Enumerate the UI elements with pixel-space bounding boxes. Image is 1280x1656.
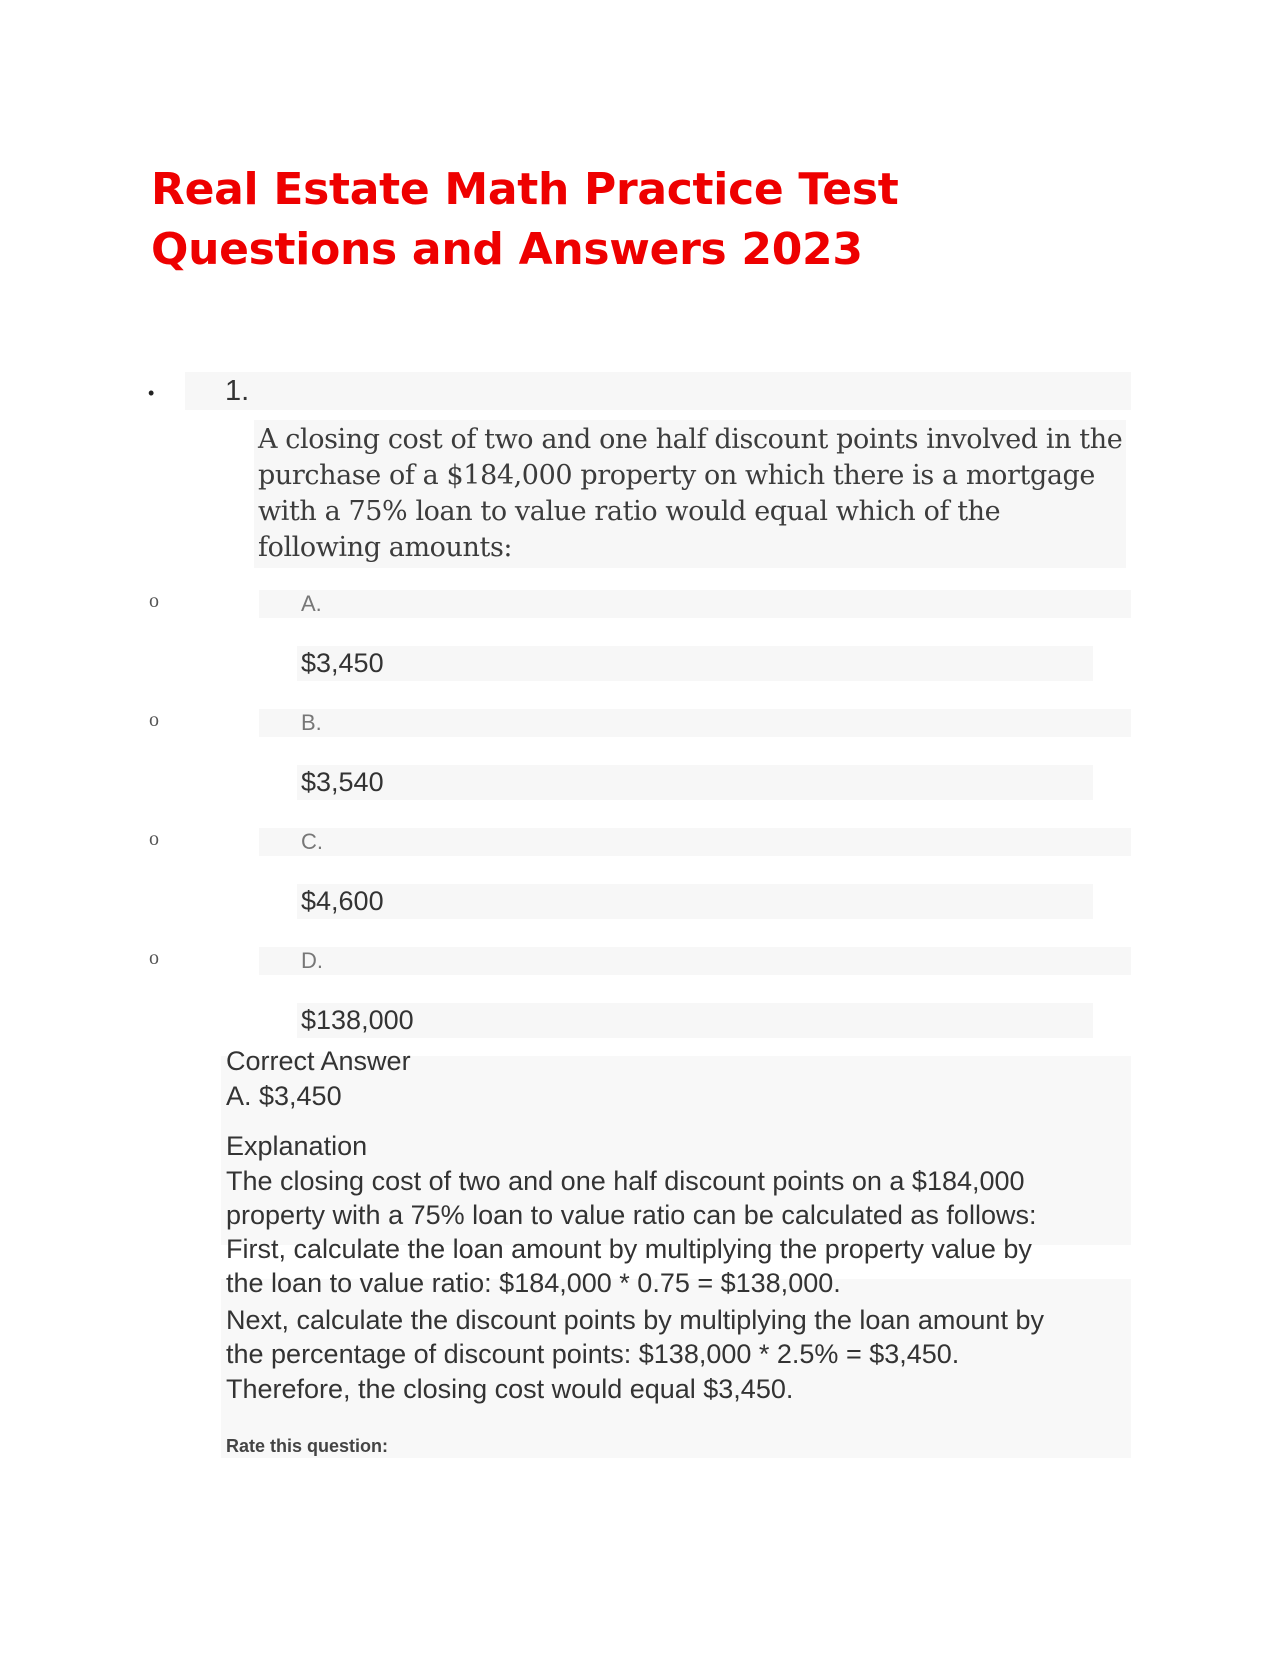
question-text: A closing cost of two and one half discount points involved in the purchase of a $184,000 property on which there is a mortgage with a 75% loan to value ratio would equal which of the following amounts: [254,420,1126,568]
option-a-value: $3,450 [301,648,384,678]
rate-question-label: Rate this question: [226,1436,389,1456]
option-a-letter: A. [301,591,322,616]
explanation-line: the loan to value ratio: $184,000 * 0.75 = $138,000. [226,1268,841,1298]
option-marker: o [149,828,159,850]
explanation-line: The closing cost of two and one half discount points on a $184,000 [226,1166,1025,1196]
page-title-line-2: Questions and Answers 2023 [151,224,863,275]
correct-answer-value: A. $3,450 [226,1081,342,1111]
question-number: 1. [225,375,250,407]
explanation-line: Next, calculate the discount points by multiplying the loan amount by [226,1305,1044,1335]
explanation-line: the percentage of discount points: $138,000 * 2.5% = $3,450. [226,1339,960,1369]
question-number-row [185,372,1131,410]
page-title-line-1: Real Estate Math Practice Test [151,164,899,215]
option-marker: o [149,947,159,969]
option-d-letter: D. [301,948,323,973]
explanation-heading: Explanation [226,1131,368,1161]
option-b-letter: B. [301,710,322,735]
option-b-value-row[interactable] [297,765,1093,800]
option-d-value-row[interactable] [297,1003,1093,1038]
option-c-letter: C. [301,829,323,854]
option-b[interactable] [259,709,1131,737]
option-marker: o [149,709,159,731]
option-marker: o [149,590,159,612]
option-a[interactable] [259,590,1131,618]
correct-answer-heading: Correct Answer [226,1046,411,1076]
explanation-line: property with a 75% loan to value ratio can be calculated as follows: [226,1200,1037,1230]
list-bullet: • [148,383,155,403]
page-title [151,160,911,280]
option-a-value-row[interactable] [297,646,1093,681]
option-c-value: $4,600 [301,886,384,916]
option-d-value: $138,000 [301,1005,414,1035]
option-c[interactable] [259,828,1131,856]
option-b-value: $3,540 [301,767,384,797]
option-c-value-row[interactable] [297,884,1093,919]
explanation-line: Therefore, the closing cost would equal $3,450. [226,1374,794,1404]
explanation-line: First, calculate the loan amount by multiplying the property value by [226,1234,1032,1264]
option-d[interactable] [259,947,1131,975]
